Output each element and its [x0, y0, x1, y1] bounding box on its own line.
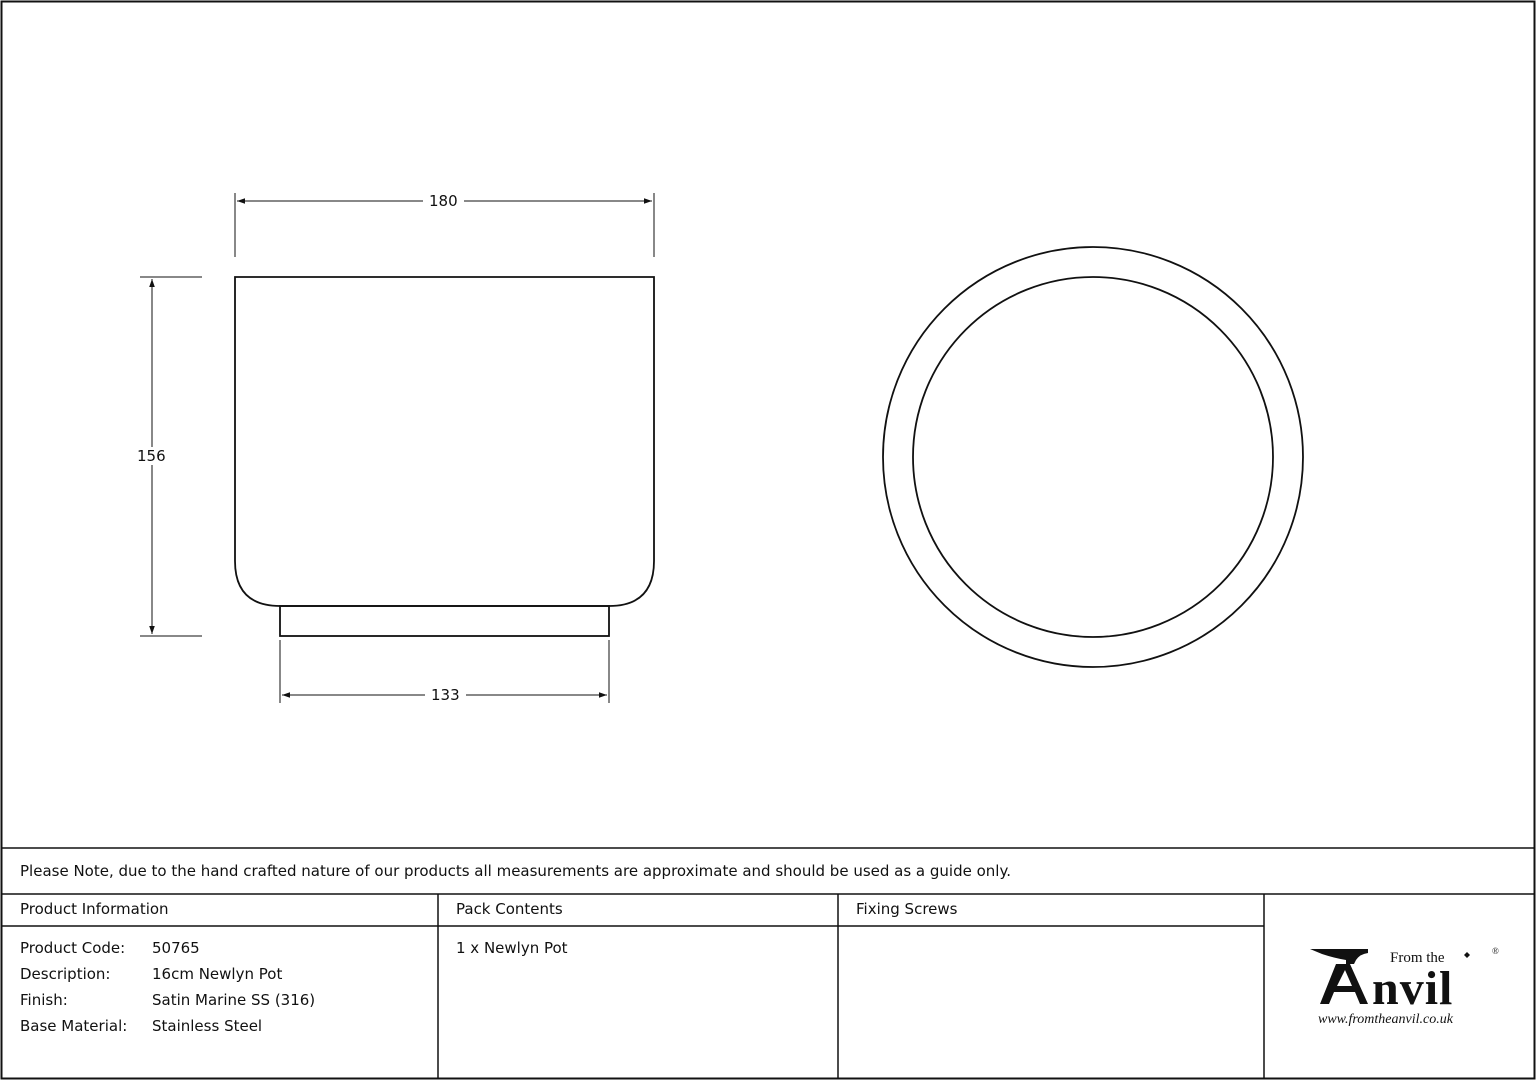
description-value: 16cm Newlyn Pot [152, 965, 283, 983]
pot-top-view-outer [883, 247, 1303, 667]
pack-contents-item: 1 x Newlyn Pot [456, 939, 568, 957]
base-material-label: Base Material: [20, 1017, 128, 1035]
product-code-value: 50765 [152, 939, 200, 957]
from-the-anvil-logo [1306, 940, 1506, 1032]
title-block-grid [1, 848, 1535, 1079]
svg-text:nvil: nvil [1372, 962, 1454, 1015]
dimension-label-height: 156 [131, 447, 172, 465]
finish-label: Finish: [20, 991, 68, 1009]
svg-text:From the: From the [1390, 950, 1445, 966]
product-code-label: Product Code: [20, 939, 126, 957]
drawing-border [2, 2, 1535, 1079]
base-material-value: Stainless Steel [152, 1017, 263, 1035]
disclaimer-note: Please Note, due to the hand crafted nature of our products all measurements are approximate and should be used as a guide only. [20, 862, 1011, 880]
dimension-label-base-width: 133 [425, 686, 466, 704]
dimension-label-width-top: 180 [423, 192, 464, 210]
fixing-screws-header: Fixing Screws [856, 900, 958, 918]
finish-value: Satin Marine SS (316) [152, 991, 316, 1009]
pot-base [280, 606, 609, 636]
description-label: Description: [20, 965, 111, 983]
svg-text:www.fromtheanvil.co.uk: www.fromtheanvil.co.uk [1318, 1012, 1453, 1027]
pack-contents-header: Pack Contents [456, 900, 563, 918]
anvil-icon [1310, 949, 1368, 964]
product-information-header: Product Information [20, 900, 169, 918]
pot-side-view [235, 277, 654, 606]
pot-top-view-inner [913, 277, 1273, 637]
svg-text:®: ® [1492, 946, 1499, 956]
